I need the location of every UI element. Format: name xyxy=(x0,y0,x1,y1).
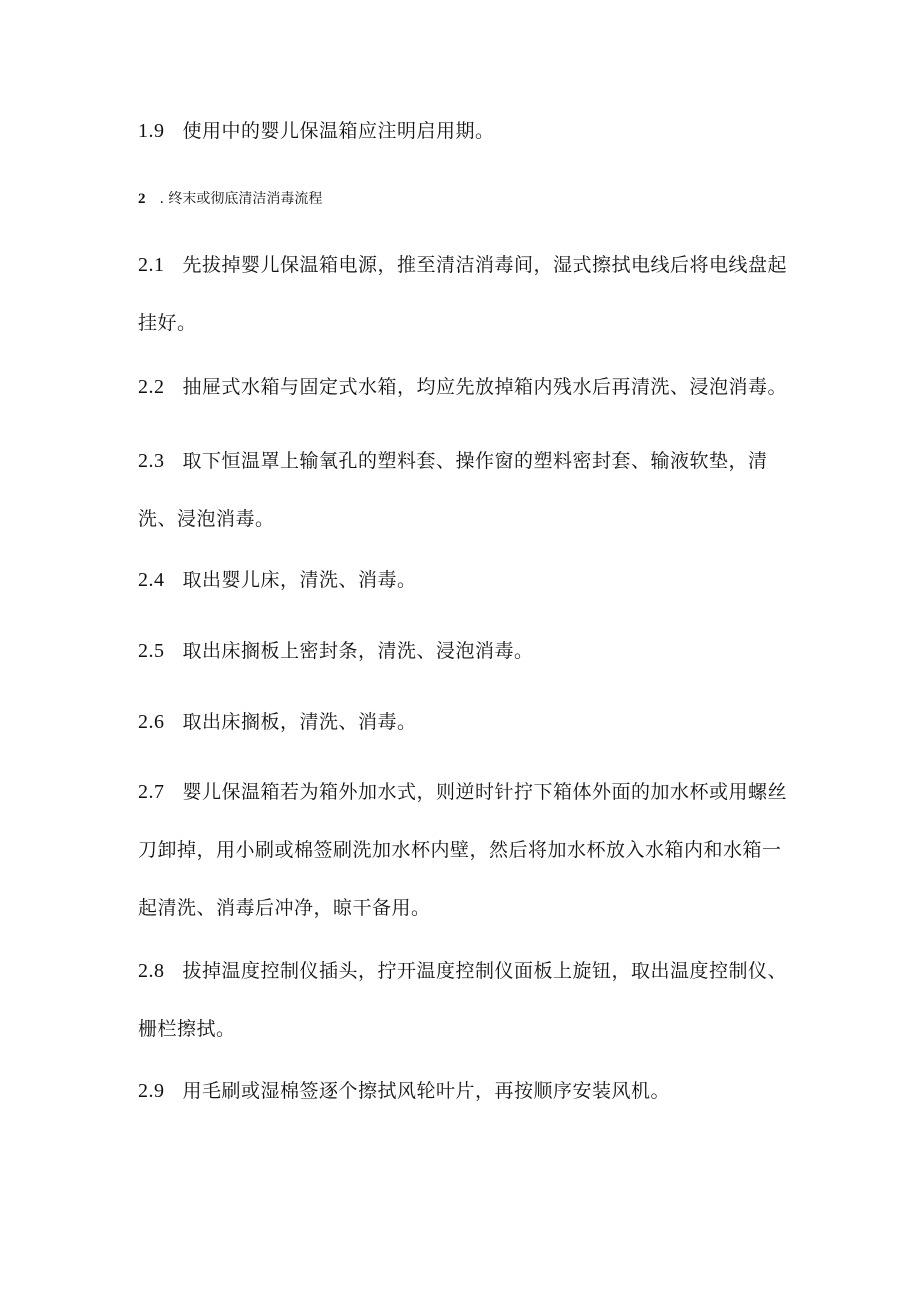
paragraph-1-9 xyxy=(138,102,798,160)
item-number: 2.5 xyxy=(138,640,165,662)
item-text: 取出婴儿床，清洗、消毒。 xyxy=(182,569,417,591)
item-text: 先拔掉婴儿保温箱电源，推至清洁消毒间，湿式擦拭电线后将电线盘起挂好。 xyxy=(138,254,788,334)
item-number: 2.3 xyxy=(138,450,165,472)
item-number: 2.6 xyxy=(138,711,165,733)
item-text: 婴儿保温箱若为箱外加水式，则逆时针拧下箱体外面的加水杯或用螺丝刀卸掉，用小刷或棉签刷洗加水杯内壁，然后将加水杯放入水箱内和水箱一起清洗、消毒后冲净，晾干备用。 xyxy=(138,781,788,919)
item-text: 用毛刷或湿棉签逐个擦拭风轮叶片，再按顺序安装风机。 xyxy=(182,1080,671,1102)
paragraph-2-4 xyxy=(138,551,798,609)
item-number: 2.7 xyxy=(138,781,165,803)
paragraph-2-3 xyxy=(138,432,798,548)
item-number: 2.1 xyxy=(138,254,165,276)
paragraph-2-8 xyxy=(138,942,798,1058)
paragraph-2-9 xyxy=(138,1062,798,1120)
section-number: 2 xyxy=(138,191,146,207)
item-text: 取出床搁板上密封条，清洗、浸泡消毒。 xyxy=(182,640,534,662)
item-number: 2.4 xyxy=(138,569,165,591)
item-text: 抽屉式水箱与固定式水箱，均应先放掉箱内残水后再清洗、浸泡消毒。 xyxy=(182,376,788,398)
paragraph-2-6 xyxy=(138,693,798,751)
section-title: . 终末或彻底清洁消毒流程 xyxy=(159,191,323,207)
item-number: 2.8 xyxy=(138,960,165,982)
section-heading-2 xyxy=(138,184,798,214)
item-text: 使用中的婴儿保温箱应注明启用期。 xyxy=(182,120,495,142)
paragraph-2-5 xyxy=(138,622,798,680)
paragraph-2-7 xyxy=(138,763,798,937)
paragraph-2-2 xyxy=(138,358,798,416)
item-number: 2.9 xyxy=(138,1080,165,1102)
paragraph-2-1 xyxy=(138,236,798,352)
item-number: 1.9 xyxy=(138,120,165,142)
item-text: 取出床搁板，清洗、消毒。 xyxy=(182,711,417,733)
item-text: 取下恒温罩上输氧孔的塑料套、操作窗的塑料密封套、输液软垫，清洗、浸泡消毒。 xyxy=(138,450,768,530)
item-number: 2.2 xyxy=(138,376,165,398)
item-text: 拔掉温度控制仪插头，拧开温度控制仪面板上旋钮，取出温度控制仪、栅栏擦拭。 xyxy=(138,960,788,1040)
